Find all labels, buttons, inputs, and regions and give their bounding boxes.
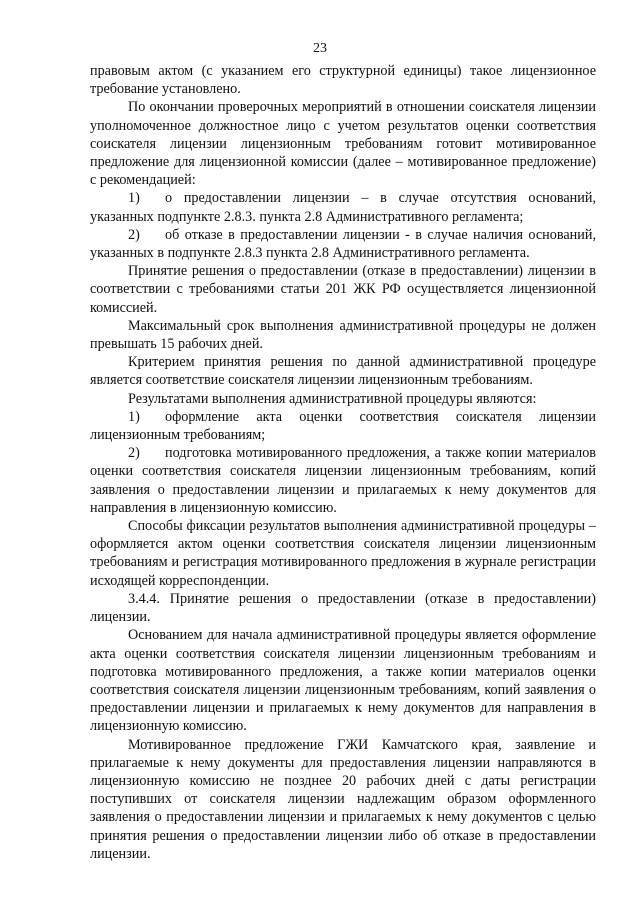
list-item bbox=[90, 226, 596, 262]
list-item-text: подготовка мотивированного предложения, а также копии материалов оценки соответствия соискателя лицензии лицензионным требованиям, копий заявления о предоставлении лицензии и прилагаемых к нему документов для направления в лицензионную комиссию. bbox=[90, 445, 596, 516]
list-item-text: оформление акта оценки соответствия соискателя лицензии лицензионным требованиям; bbox=[90, 408, 596, 444]
list-item-text: об отказе в предоставлении лицензии - в случае наличия оснований, указанных в подпункте 2.8.3 пункта 2.8 Административного регламента. bbox=[90, 226, 596, 262]
list-number: 1) bbox=[128, 408, 140, 425]
list-item bbox=[90, 189, 596, 225]
list-number: 2) bbox=[128, 226, 140, 243]
list-number: 2) bbox=[128, 445, 140, 462]
paragraph: Принятие решения о предоставлении (отказе в предоставлении) лицензии в соответствии с требованиями статьи 201 ЖК РФ осуществляется лицензионной комиссией. bbox=[90, 263, 596, 316]
paragraph: правовым актом (с указанием его структурной единицы) такое лицензионное требование установлено. bbox=[90, 63, 596, 98]
paragraph: Способы фиксации результатов выполнения административной процедуры – оформляется актом оценки соответствия соискателя лицензии лицензионным требованиям и регистрация мотивированного предложения в журнале регистрации исходящей корреспонденции. bbox=[90, 518, 596, 589]
list-item bbox=[90, 444, 596, 517]
list-item bbox=[90, 408, 596, 444]
section-heading: 3.4.4. Принятие решения о предоставлении (отказе в предоставлении) лицензии. bbox=[90, 590, 596, 626]
list-number: 1) bbox=[128, 190, 140, 207]
paragraph: Мотивированное предложение ГЖИ Камчатского края, заявление и прилагаемые к нему документы для предоставления лицензии направляются в лицензионную комиссию не позднее 20 рабочих дней с даты регистрации поступивших от соискателя лицензии надлежащим образом оформленного заявления о предоставлении лицензии и прилагаемых к нему документов с целью принятия решения о предоставлении лицензии либо об отказе в предоставлении лицензии. bbox=[90, 736, 596, 862]
list-item-text: о предоставлении лицензии – в случае отсутствия оснований, указанных подпункте 2.8.3. пункта 2.8 Административного регламента; bbox=[90, 190, 596, 225]
paragraph: Максимальный срок выполнения административной процедуры не должен превышать 15 рабочих дней. bbox=[90, 317, 596, 353]
paragraph: По окончании проверочных мероприятий в отношении соискателя лицензии уполномоченное должностное лицо с учетом результатов оценки соответствия соискателя лицензии лицензионным требованиям готовит мотивированное предложение для лицензионной комиссии (далее – мотивированное предложение) с рекомендацией: bbox=[90, 99, 596, 189]
paragraph: Основанием для начала административной процедуры является оформление акта оценки соответствия соискателя лицензии лицензионным требованиям и подготовка мотивированного предложения, а также копии материалов оценки соответствия соискателя лицензии лицензионным требованиям, копий заявления о предоставлении лицензии и прилагаемых к нему документов для направления в лицензионную комиссию. bbox=[90, 627, 596, 735]
page-number: 23 bbox=[313, 41, 327, 56]
paragraph: Критерием принятия решения по данной административной процедуре является соответствие соискателя лицензии лицензионным требованиям. bbox=[90, 354, 596, 389]
document-body bbox=[90, 62, 596, 863]
paragraph: Результатами выполнения административной процедуры являются: bbox=[128, 390, 537, 407]
